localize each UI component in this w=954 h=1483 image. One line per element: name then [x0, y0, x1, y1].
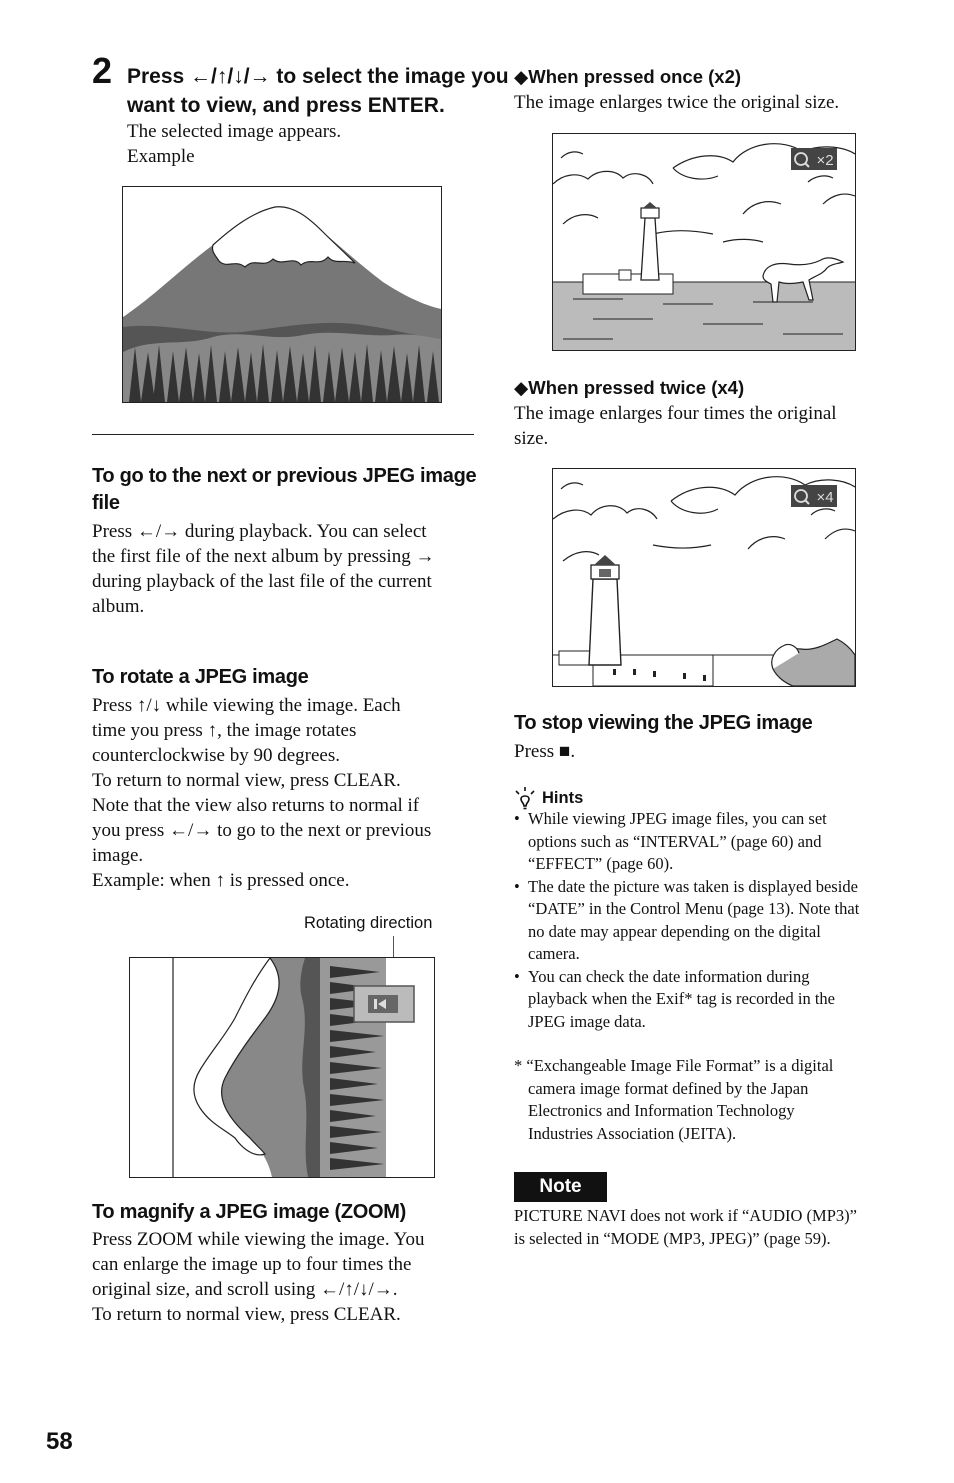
rotated-mountain-image [129, 957, 435, 1178]
hint-line: • While viewing JPEG image files, you can set [528, 809, 827, 828]
section-divider [92, 434, 474, 435]
zoom-x4-line: The image enlarges four times the original [514, 403, 837, 424]
lighthouse-x2-illustration [553, 134, 855, 350]
zoom-line: can enlarge the image up to four times the [92, 1254, 412, 1275]
footnote-line: camera image format defined by the Japan [528, 1078, 809, 1098]
step-body-line: The selected image appears. [127, 121, 342, 142]
rotate-line: you press ←/→ to go to the next or previous [92, 820, 432, 841]
zoom-x4-badge: ×4 [816, 489, 834, 506]
hint-line: options such as “INTERVAL” (page 60) and [528, 831, 822, 851]
hint-item [514, 876, 859, 966]
footnote-line: Electronics and Information Technology [528, 1101, 795, 1120]
next-prev-heading-line: file [92, 492, 120, 514]
footnote-line: * “Exchangeable Image File Format” is a digital [514, 1056, 834, 1075]
zoom-x2-heading: ◆When pressed once (x2) [514, 66, 742, 87]
step-body-line: Example [127, 146, 195, 167]
step-number: 2 [92, 50, 113, 91]
rotate-line: counterclockwise by 90 degrees. [92, 745, 340, 766]
rotate-line: To return to normal view, press CLEAR. [92, 770, 401, 791]
lighthouse-x4-illustration [553, 469, 855, 686]
lightbulb-icon [514, 786, 536, 810]
zoom-x4-body [514, 401, 837, 451]
hint-line: no date may appear depending on the digital [528, 921, 821, 941]
zoom-x2-body: The image enlarges twice the original size. [514, 92, 840, 113]
rotate-line: Note that the view also returns to normal if [92, 795, 420, 816]
hint-line: “DATE” in the Control Menu (page 13). Note that [528, 899, 860, 918]
next-prev-heading [92, 463, 476, 517]
hint-line: playback when the Exif* tag is recorded in the [528, 989, 835, 1008]
note-body [514, 1205, 857, 1250]
zoom-x2-badge: ×2 [816, 152, 834, 169]
rotated-mountain-illustration [130, 958, 434, 1177]
step-title [127, 62, 509, 120]
zoom-x4-heading: ◆When pressed twice (x4) [514, 377, 745, 398]
rotate-line: Example: when ↑ is pressed once. [92, 870, 350, 891]
rotate-body [92, 693, 431, 893]
zoom-line: Press ZOOM while viewing the image. You [92, 1229, 425, 1250]
zoom-body [92, 1227, 424, 1327]
note-badge: Note [514, 1172, 607, 1202]
zoom-x4-image [552, 468, 856, 687]
footnote-line: Industries Association (JEITA). [528, 1123, 737, 1143]
rotate-line: time you press ↑, the image rotates [92, 720, 357, 741]
hint-line: “EFFECT” (page 60). [528, 854, 674, 873]
next-prev-heading-line: To go to the next or previous JPEG image [92, 465, 477, 487]
exif-footnote [514, 1055, 833, 1145]
hint-line: • You can check the date information during [528, 966, 810, 986]
zoom-x2-image [552, 133, 856, 351]
stop-body: Press ■. [514, 741, 576, 762]
step-title-line: Press ←/↑/↓/→ to select the image you [127, 65, 509, 88]
hint-line: camera. [528, 944, 580, 963]
hint-item [514, 966, 859, 1034]
hints-list [514, 808, 859, 1033]
step-title-line: want to view, and press ENTER. [127, 94, 445, 117]
zoom-heading: To magnify a JPEG image (ZOOM) [92, 1201, 407, 1223]
step-body [127, 119, 341, 169]
next-prev-line: during playback of the last file of the current [92, 571, 432, 592]
page-number: 58 [46, 1428, 73, 1455]
rotate-heading: To rotate a JPEG image [92, 666, 309, 688]
example-mountain-image [122, 186, 442, 403]
note-line: is selected in “MODE (MP3, JPEG)” (page 59). [514, 1228, 831, 1248]
rotating-direction-callout: Rotating direction [304, 914, 433, 932]
hint-item [514, 808, 859, 876]
hints-label: Hints [542, 789, 584, 807]
rotate-line: image. [92, 845, 144, 866]
zoom-line: original size, and scroll using ←/↑/↓/→. [92, 1279, 398, 1300]
zoom-x4-line: size. [514, 428, 549, 449]
next-prev-line: Press ←/→ during playback. You can select [92, 521, 427, 542]
zoom-line: To return to normal view, press CLEAR. [92, 1304, 401, 1325]
next-prev-line: album. [92, 596, 145, 617]
stop-heading: To stop viewing the JPEG image [514, 712, 813, 734]
mountain-illustration [123, 187, 441, 402]
rotate-line: Press ↑/↓ while viewing the image. Each [92, 695, 401, 716]
note-line: PICTURE NAVI does not work if “AUDIO (MP3)” [514, 1206, 857, 1225]
next-prev-body [92, 519, 434, 619]
hint-line: JPEG image data. [528, 1011, 646, 1031]
next-prev-line: the first file of the next album by pressing → [92, 546, 435, 567]
hint-line: • The date the picture was taken is displayed beside [528, 876, 858, 896]
